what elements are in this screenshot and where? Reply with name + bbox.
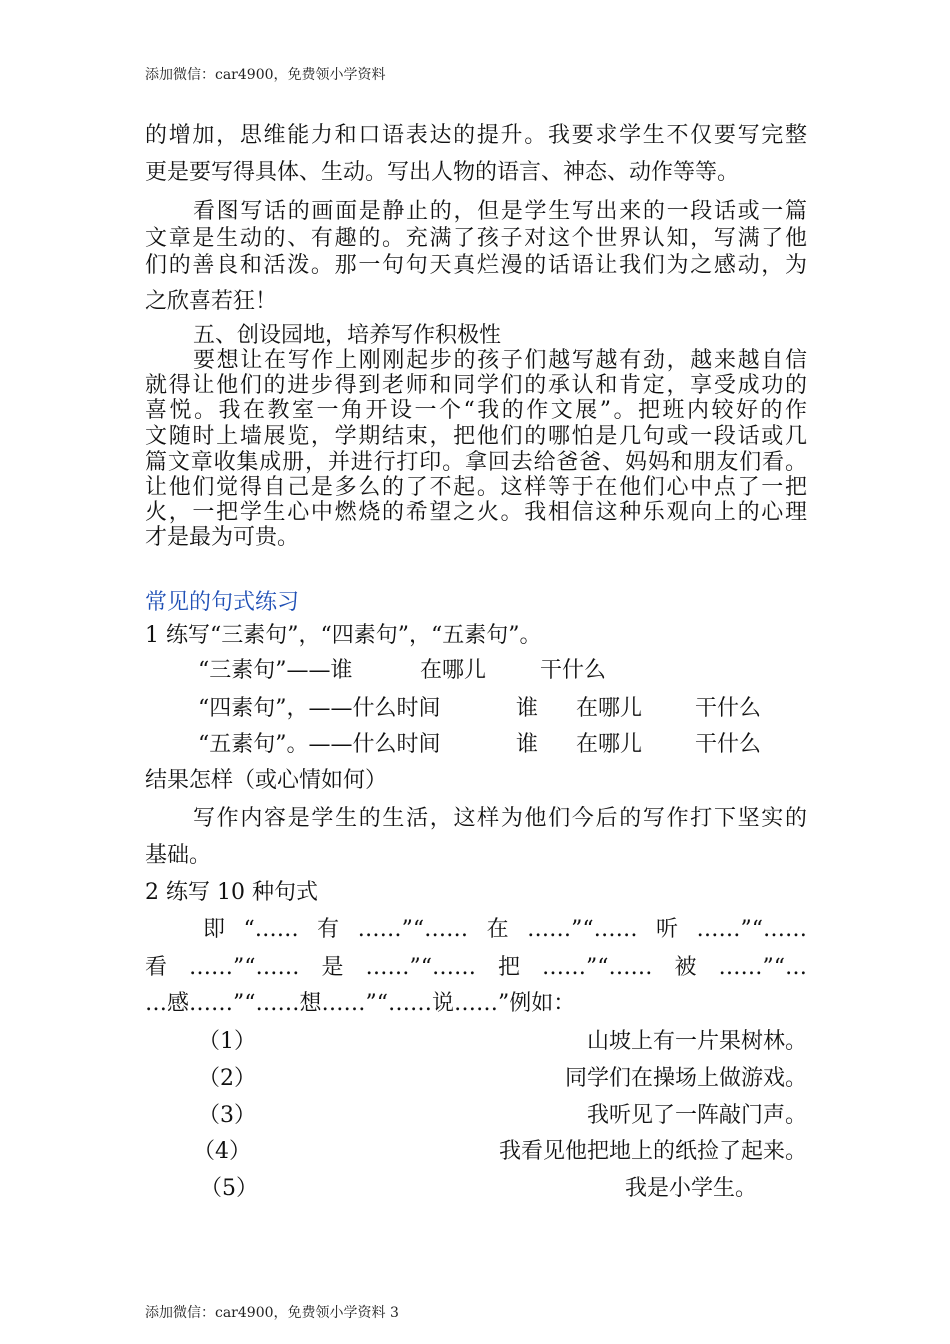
paragraph-line: 才是最为可贵。: [145, 525, 300, 550]
example-number: （2）: [198, 1066, 256, 1091]
row-cell: 干什么: [695, 696, 762, 721]
paragraph-line: 看图写话的画面是静止的，但是学生写出来的一段话或一篇: [193, 199, 807, 224]
paragraph-line: 们的善良和活泼。那一句句天真烂漫的话语让我们为之感动，为: [145, 253, 807, 278]
paragraph-line: 火，一把学生心中燃烧的希望之火。我相信这种乐观向上的心理: [145, 500, 807, 525]
paragraph-line: 基础。: [145, 843, 212, 868]
item-title: 1 练写“三素句”，“四素句”，“五素句”。: [145, 623, 542, 648]
pattern-line: 看……”“……是……”“……把……”“……被……”“…: [145, 955, 807, 980]
row-label: “五素句”。——什么时间: [198, 732, 441, 757]
row-cell: 谁: [516, 696, 539, 721]
example-text: 山坡上有一片果树林。: [586, 1029, 807, 1054]
paragraph-line: 更是要写得具体、生动。写出人物的语言、神态、动作等等。: [145, 160, 740, 185]
example-text: 同学们在操场上做游戏。: [564, 1066, 807, 1091]
item-title: 2 练写 10 种句式: [145, 880, 318, 905]
paragraph-line: 就得让他们的进步得到老师和同学们的承认和肯定，享受成功的: [145, 373, 807, 398]
example-number: （5）: [200, 1176, 258, 1201]
paragraph-line: 喜悦。我在教室一角开设一个“我的作文展”。把班内较好的作: [145, 398, 807, 423]
example-number: （3）: [198, 1103, 256, 1128]
paragraph-line: 文随时上墙展览，学期结束，把他们的哪怕是几句或一段话或几: [145, 424, 807, 449]
paragraph-line: 之欣喜若狂！: [145, 289, 278, 314]
section-heading: 常见的句式练习: [145, 590, 300, 615]
example-text: 我听见了一阵敲门声。: [586, 1103, 807, 1128]
row-cell: 在哪儿: [576, 696, 643, 721]
paragraph-line: 写作内容是学生的生活，这样为他们今后的写作打下坚实的: [193, 806, 807, 831]
pattern-line: …感……”“……想……”“……说……”例如：: [145, 991, 576, 1016]
pattern-line: 即“……有……”“……在……”“……听……”“……: [203, 917, 807, 942]
result-line: 结果怎样（或心情如何）: [145, 768, 388, 793]
example-text: 我是小学生。: [624, 1176, 757, 1201]
row-label: “三素句”——谁: [198, 658, 353, 683]
paragraph-line: 的增加，思维能力和口语表达的提升。我要求学生不仅要写完整: [145, 123, 807, 148]
page-footer: 添加微信：car4900，免费领小学资料 3: [145, 1305, 399, 1321]
example-number: （1）: [198, 1029, 256, 1054]
section-title: 五、创设园地，培养写作积极性: [193, 323, 502, 348]
row-cell: 干什么: [540, 658, 607, 683]
example-text: 我看见他把地上的纸捡了起来。: [498, 1139, 807, 1164]
paragraph-line: 让他们觉得自己是多么的了不起。这样等于在他们心中点了一把: [145, 475, 807, 500]
row-label: “四素句”，——什么时间: [198, 696, 441, 721]
paragraph-line: 篇文章收集成册，并进行打印。拿回去给爸爸、妈妈和朋友们看。: [145, 450, 807, 475]
example-number: （4）: [193, 1139, 251, 1164]
row-cell: 干什么: [695, 732, 762, 757]
page-header: 添加微信：car4900，免费领小学资料: [145, 67, 386, 83]
row-cell: 在哪儿: [420, 658, 487, 683]
paragraph-line: 文章是生动的、有趣的。充满了孩子对这个世界认知，写满了他: [145, 226, 807, 251]
row-cell: 谁: [516, 732, 539, 757]
paragraph-line: 要想让在写作上刚刚起步的孩子们越写越有劲，越来越自信: [193, 348, 807, 373]
row-cell: 在哪儿: [576, 732, 643, 757]
